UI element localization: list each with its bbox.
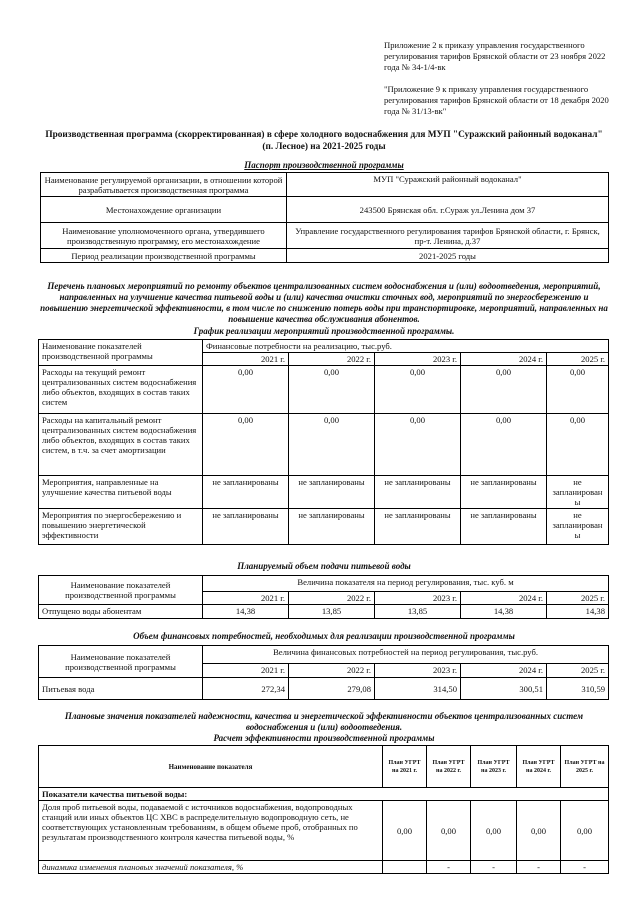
cell-value: не запланированы <box>461 509 547 545</box>
table-row <box>39 861 609 874</box>
cell-value: не запланированы <box>203 509 289 545</box>
passport-table <box>40 172 609 263</box>
document-title: Производственная программа (скорректированная) в сфере холодного водоснабжения для МУП "Суражский районный водоканал" (п. Лесное) на 2021-2025 годы <box>45 130 603 152</box>
cell-value: не запланирован ы <box>547 509 609 545</box>
cell-value: 0,00 <box>547 366 609 414</box>
cell-value: 0,00 <box>289 366 375 414</box>
finance-caption: Объем финансовых потребностей, необходимых для реализации производственной программы <box>133 631 515 641</box>
cell-value: 0,00 <box>561 801 609 861</box>
reliability-caption: Плановые значения показателей надежности, качества и энергетической эффективности объектов централизованных систем водоснабжения и (или) водоотведения. <box>64 711 584 732</box>
year-header: 2024 г. <box>461 664 547 678</box>
table-row <box>39 509 609 545</box>
measures-subcaption: График реализации мероприятий производственной программы. <box>193 326 455 336</box>
cell-value: не запланированы <box>375 476 461 509</box>
cell-value: 0,00 <box>203 414 289 476</box>
measures-caption: Перечень плановых мероприятий по ремонту объектов централизованных систем водоснабжения и (или) водоотведения, мероприятий, направленных на улучшение качества питьевой воды и (или) качества очистки сточных вод, мероприятий по энергосбережению и повышению энергетической эффективности, в том числе по снижению потерь воды при транспортировке, мероприятий, направленных на повышение качества обслуживания абонентов. <box>40 281 608 324</box>
cell-value: 314,50 <box>375 678 461 700</box>
year-header: 2022 г. <box>289 353 375 366</box>
appendix-original-note: "Приложение 9 к приказу управления государственного регулирования тарифов Брянской области от 18 декабря 2020 года № 31/13-вк" <box>384 84 609 116</box>
row-label: Расходы на текущий ремонт централизованных систем водоснабжения либо объектов, входящих в состав таких систем <box>39 366 203 414</box>
year-header: 2021 г. <box>203 664 289 678</box>
year-header: 2024 г. <box>461 592 547 605</box>
year-header: 2021 г. <box>203 353 289 366</box>
cell-value: 300,51 <box>461 678 547 700</box>
table-row <box>39 366 609 414</box>
cell-value: 279,08 <box>289 678 375 700</box>
passport-label: Наименование регулируемой организации, в отношении которой разрабатывается производственная программа <box>41 173 287 197</box>
year-header: 2022 г. <box>289 664 375 678</box>
year-header: 2025 г. <box>547 664 609 678</box>
cell-value: 14,38 <box>547 605 609 619</box>
passport-value: МУП "Суражский районный водоканал" <box>287 173 609 197</box>
passport-caption: Паспорт производственной программы <box>244 160 404 170</box>
row-label: Мероприятия, направленные на улучшение качества питьевой воды <box>39 476 203 509</box>
passport-value: 2021-2025 годы <box>287 249 609 263</box>
reliability-head-label: Наименование показателя <box>39 746 383 788</box>
year-header: 2025 г. <box>547 353 609 366</box>
cell-value <box>383 861 427 874</box>
cell-value: не запланированы <box>289 476 375 509</box>
cell-value: 13,85 <box>289 605 375 619</box>
plan-header: План УГРТ на 2024 г. <box>517 746 561 788</box>
passport-label: Период реализации производственной программы <box>41 249 287 263</box>
year-header: 2021 г. <box>203 592 289 605</box>
passport-row <box>41 197 609 223</box>
table-row <box>39 678 609 700</box>
cell-value: 310,59 <box>547 678 609 700</box>
passport-row <box>41 173 609 197</box>
table-row <box>39 605 609 619</box>
supply-head-group: Величина показателя на период регулирования, тыс. куб. м <box>203 576 609 592</box>
cell-value: 0,00 <box>289 414 375 476</box>
passport-label: Местонахождение организации <box>41 197 287 223</box>
year-header: 2023 г. <box>375 592 461 605</box>
cell-value: 0,00 <box>203 366 289 414</box>
row-label: Расходы на капитальный ремонт централизованных систем водоснабжения либо объектов, входящих в состав таких систем, в т.ч. за счет амортизации <box>39 414 203 476</box>
row-label: Мероприятия по энергосбережению и повышению энергетической эффективности <box>39 509 203 545</box>
cell-value: 272,34 <box>203 678 289 700</box>
cell-value: - <box>471 861 517 874</box>
cell-value: 0,00 <box>383 801 427 861</box>
cell-value: 13,85 <box>375 605 461 619</box>
cell-value: - <box>427 861 471 874</box>
measures-head-label: Наименование показателей производственной программы <box>39 340 203 366</box>
supply-table <box>38 575 609 619</box>
passport-value: 243500 Брянская обл. г.Сураж ул.Ленина дом 37 <box>287 197 609 223</box>
cell-value: 0,00 <box>375 366 461 414</box>
cell-value: 0,00 <box>461 414 547 476</box>
appendix-note: Приложение 2 к приказу управления государственного регулирования тарифов Брянской области от 23 ноября 2022 года № 34-1/4-вк <box>384 40 606 72</box>
year-header: 2022 г. <box>289 592 375 605</box>
cell-value: - <box>561 861 609 874</box>
cell-value: 0,00 <box>427 801 471 861</box>
cell-value: 0,00 <box>471 801 517 861</box>
passport-value: Управление государственного регулирования тарифов Брянской области, г. Брянск, пр-т. Ленина, д.37 <box>287 223 609 249</box>
cell-value: 0,00 <box>375 414 461 476</box>
supply-head-label: Наименование показателей производственной программы <box>39 576 203 605</box>
cell-value: - <box>517 861 561 874</box>
cell-value: 0,00 <box>547 414 609 476</box>
plan-header: План УГРТ на 2021 г. <box>383 746 427 788</box>
plan-header: План УГРТ на 2022 г. <box>427 746 471 788</box>
finance-table <box>38 645 609 700</box>
finance-head-group: Величина финансовых потребностей на период регулирования, тыс.руб. <box>203 646 609 664</box>
passport-row <box>41 223 609 249</box>
passport-row <box>41 249 609 263</box>
year-header: 2023 г. <box>375 353 461 366</box>
cell-value: 0,00 <box>461 366 547 414</box>
year-header: 2025 г. <box>547 592 609 605</box>
cell-value: не запланированы <box>461 476 547 509</box>
cell-value: не запланированы <box>375 509 461 545</box>
section-heading: Показатели качества питьевой воды: <box>39 788 609 801</box>
plan-header: План УГРТ на 2023 г. <box>471 746 517 788</box>
reliability-subcaption: Расчет эффективности производственной программы <box>213 733 435 743</box>
row-label: Доля проб питьевой воды, подаваемой с источников водоснабжения, водопроводных станций или иных объектов ЦС ХВС в распределительную водопроводную сеть, не соответствующих установленным требованиям, в общем объеме проб, отобранных по результатам производственного контроля качества питьевой воды, % <box>39 801 383 861</box>
passport-label: Наименование уполномоченного органа, утвердившего производственную программу, его местонахождение <box>41 223 287 249</box>
row-label: динамика изменения плановых значений показателя, % <box>39 861 383 874</box>
finance-head-label: Наименование показателей производственной программы <box>39 646 203 678</box>
row-label: Отпущено воды абонентам <box>39 605 203 619</box>
supply-caption: Планируемый объем подачи питьевой воды <box>237 561 411 571</box>
reliability-table <box>38 745 609 874</box>
cell-value: 14,38 <box>461 605 547 619</box>
table-row <box>39 476 609 509</box>
measures-table <box>38 339 609 545</box>
table-row <box>39 414 609 476</box>
cell-value: не запланирован ы <box>547 476 609 509</box>
cell-value: не запланированы <box>289 509 375 545</box>
cell-value: 0,00 <box>517 801 561 861</box>
measures-head-group: Финансовые потребности на реализацию, тыс.руб. <box>203 340 609 353</box>
year-header: 2023 г. <box>375 664 461 678</box>
plan-header: План УГРТ на 2025 г. <box>561 746 609 788</box>
row-label: Питьевая вода <box>39 678 203 700</box>
year-header: 2024 г. <box>461 353 547 366</box>
cell-value: не запланированы <box>203 476 289 509</box>
table-row <box>39 801 609 861</box>
cell-value: 14,38 <box>203 605 289 619</box>
